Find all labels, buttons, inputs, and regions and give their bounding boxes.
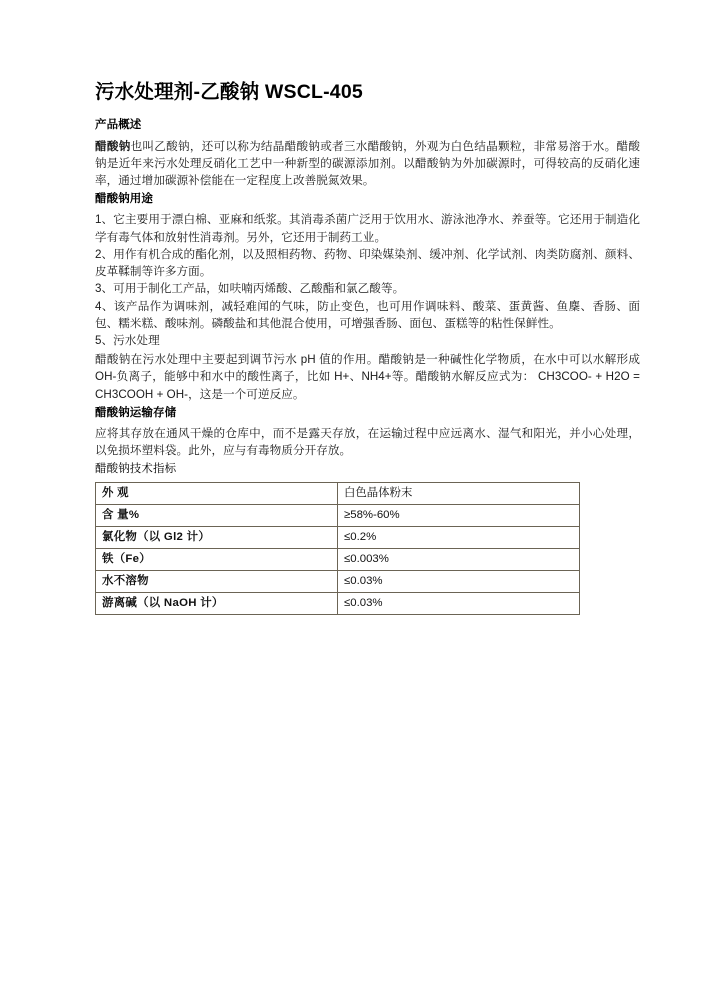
section-heading-overview: 产品概述 (95, 119, 142, 132)
section-specs (95, 461, 640, 614)
use-item-5: 5、污水处理 (95, 333, 160, 347)
section-storage (95, 405, 640, 460)
spec-table (95, 482, 580, 615)
table-row (96, 504, 580, 526)
page-title: 污水处理剂-乙酸钠 WSCL-405 (95, 81, 363, 103)
spec-value: ≤0.2% (338, 526, 580, 548)
section-heading-specs: 醋酸钠技术指标 (95, 463, 177, 476)
wastewater-paragraph: 醋酸钠在污水处理中主要起到调节污水 pH 值的作用。醋酸钠是一种碱性化学物质，在水中可以水解形成 OH-负离子，能够中和水中的酸性离子，比如 H+、NH4+等。醋酸钠水解反应式为： CH3COO- + H2O = CH3COOH + OH-，这是一个可逆反应。 (95, 353, 640, 401)
table-row (96, 570, 580, 592)
spec-value: ≥58%-60% (338, 504, 580, 526)
section-overview (95, 117, 640, 189)
section-wastewater (95, 351, 640, 403)
table-row (96, 526, 580, 548)
spec-value: 白色晶体粉末 (338, 482, 580, 504)
spec-key: 氯化物（以 Gl2 计） (96, 526, 338, 548)
use-item-4: 4、该产品作为调味剂，减轻难闻的气味，防止变色，也可用作调味料、酸菜、蛋黄酱、鱼麇、香肠、面包、糯米糕、酸味剂。磷酸盐和其他混合使用，可增强香肠、面包、蛋糕等的粘性保鲜性。 (95, 299, 640, 330)
storage-paragraph: 应将其存放在通风干燥的仓库中，而不是露天存放，在运输过程中应远离水、湿气和阳光，并小心处理，以免损坏塑料袋。此外，应与有毒物质分开存放。 (95, 426, 640, 458)
spec-key: 含 量% (96, 504, 338, 526)
table-row (96, 592, 580, 614)
spec-key: 水不溶物 (96, 570, 338, 592)
spec-table-body (96, 482, 580, 614)
overview-body-text: 也叫乙酸钠，还可以称为结晶醋酸钠或者三水醋酸钠，外观为白色结晶颗粒，非常易溶于水。醋酸钠是近年来污水处理反硝化工艺中一种新型的碳源添加剂。以醋酸钠为外加碳源时，可得较高的反硝化速率，通过增加碳源补偿能在一定程度上改善脱氮效果。 (95, 139, 640, 188)
section-heading-uses: 醋酸钠用途 (95, 193, 153, 206)
table-row (96, 548, 580, 570)
spec-value: ≤0.003% (338, 548, 580, 570)
spec-value: ≤0.03% (338, 570, 580, 592)
use-item-1: 1、它主要用于漂白棉、亚麻和纸浆。其消毒杀菌广泛用于饮用水、游泳池净水、养蚕等。它还用于制造化学有毒气体和放射性消毒剂。另外，它还用于制药工业。 (95, 213, 640, 244)
spec-key: 游离碱（以 NaOH 计） (96, 592, 338, 614)
document-content (95, 80, 640, 617)
use-item-2: 2、用作有机合成的酯化剂，以及照相药物、药物、印染媒染剂、缓冲剂、化学试剂、肉类防腐剂、颜料、皮革鞣制等许多方面。 (95, 247, 640, 279)
spec-key: 外 观 (96, 482, 338, 504)
use-item-3: 3、可用于制化工产品，如呋喃丙烯酸、乙酸酯和氯乙酸等。 (95, 282, 405, 296)
overview-paragraph (95, 138, 640, 190)
section-uses (95, 191, 640, 349)
overview-lead-term: 醋酸钠 (95, 139, 131, 153)
table-row (96, 482, 580, 504)
spec-value: ≤0.03% (338, 592, 580, 614)
spec-key: 铁（Fe） (96, 548, 338, 570)
section-heading-storage: 醋酸钠运输存储 (95, 406, 177, 419)
